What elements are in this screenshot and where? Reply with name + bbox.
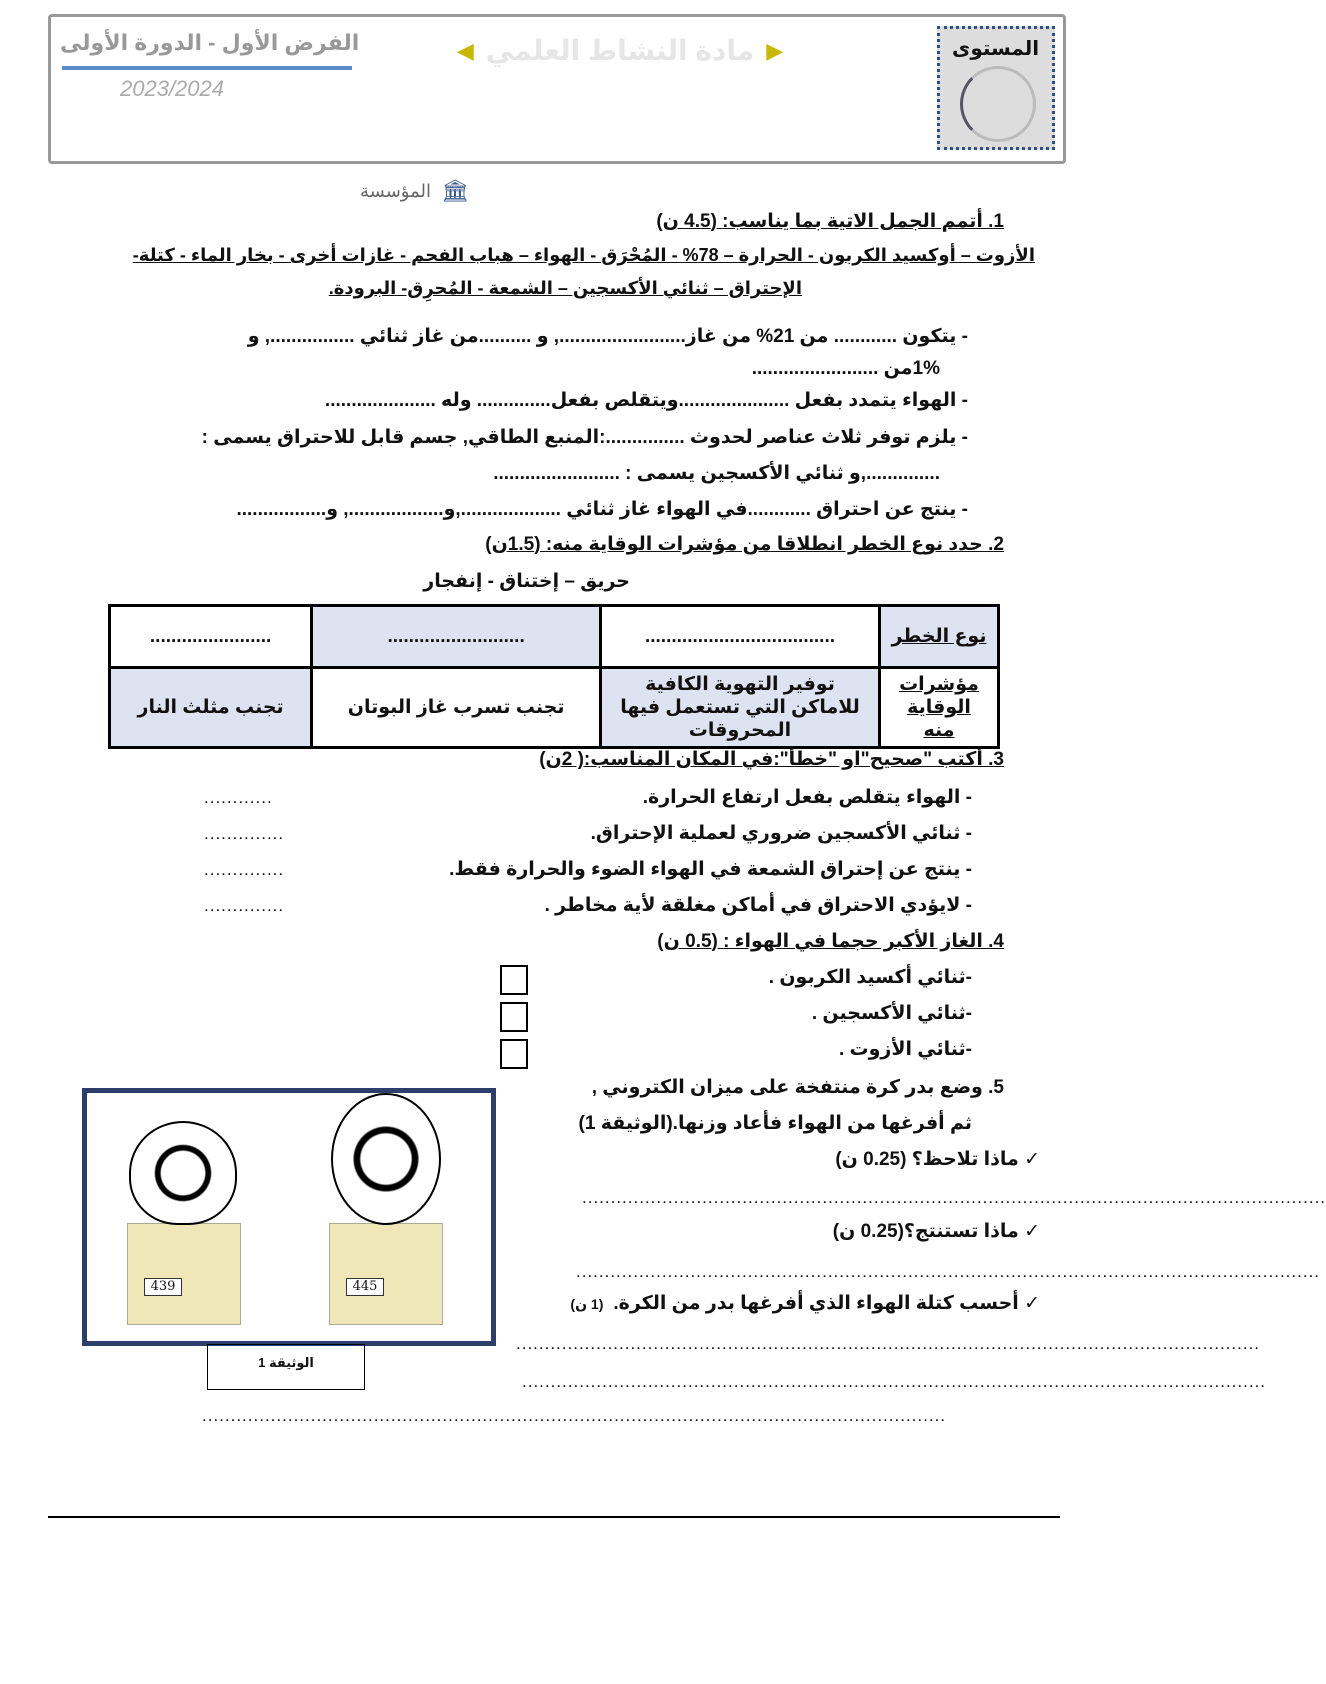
document-caption-box [207, 1344, 365, 1390]
q1-sentence-1: - يتكون ............ من 21% من غاز........................, و ..........من غاز ثنائي ................, و [247, 326, 968, 347]
q3-item: - ينتج عن إحتراق الشمعة في الهواء الضوء والحرارة فقط. [449, 859, 972, 880]
scale-display: 445 [346, 1278, 384, 1296]
cell[interactable]: .................................... [601, 606, 880, 668]
q3-row [204, 894, 972, 917]
q1-sentence-3b: ..............,و ثنائي الأكسجين يسمى : ........................ [493, 463, 940, 484]
q5-question-a: ✓ ماذا تلاحظ؟ (0.25 ن) [835, 1149, 1040, 1170]
answer-line[interactable]: .................................................................................................................................. [516, 1334, 1261, 1353]
school-building-icon: 🏛 [440, 178, 469, 203]
document-caption: الوثيقة 1 [258, 1355, 314, 1370]
inflated-ball-icon [331, 1093, 441, 1225]
q5-question-c: ✓ أحسب كتلة الهواء الذي أفرغها بدر من الكرة. [613, 1293, 1040, 1314]
q4-title: 4. الغاز الأكبر حجما في الهواء : (0.5 ن) [657, 931, 1004, 952]
q1-word-bank-1: الأزوت – أوكسيد الكربون - الحرارة – 78% - المُحْرَق - الهواء – هباب الفحم - غازات أخرى - بخار الماء - كتلة- [132, 245, 1035, 265]
subject-banner [420, 34, 820, 67]
q3-item: - الهواء يتقلص بفعل ارتفاع الحرارة. [642, 787, 972, 808]
cell[interactable]: .......................... [312, 606, 601, 668]
scale-empty [127, 1223, 241, 1325]
cell: تجنب مثلث النار [110, 668, 312, 748]
q4-option: -ثنائي الأزوت . [838, 1039, 972, 1060]
q2-options: حريق – إختناق - إنفجار [423, 571, 630, 592]
q3-row [204, 786, 972, 809]
q1-title: 1. أتمم الجمل الاتية بما يناسب: (4.5 ن) [656, 211, 1004, 232]
exam-title: الفرض الأول - الدورة الأولى [60, 30, 360, 55]
checkbox[interactable] [500, 965, 528, 995]
scale-display: 439 [144, 1278, 182, 1296]
q1-word-bank-2: الإحتراق – ثنائي الأكسجين – الشمعة - المُحرِق- البرودة. [328, 278, 802, 298]
checkbox[interactable] [500, 1002, 528, 1032]
level-circle [960, 66, 1036, 142]
q2-title: 2. حدد نوع الخطر انطلاقا من مؤشرات الوقاية منه: (1.5ن) [485, 534, 1004, 555]
footer-rule [48, 1516, 1060, 1518]
q1-sentence-3: - يلزم توفر ثلاث عناصر لحدوث ...............:المنبع الطاقي, جسم قابل للاحتراق يسمى : [201, 427, 968, 448]
q4-option: -ثنائي الأكسجين . [811, 1003, 972, 1024]
q3-answer[interactable]: .............. [204, 824, 285, 843]
row-header: نوع الخطر [880, 606, 999, 668]
q3-row [204, 822, 972, 845]
scale-full [329, 1223, 443, 1325]
q1-sentence-2: - الهواء يتمدد بفعل .....................ويتقلص بفعل.............. وله ..................... [324, 390, 968, 411]
answer-line[interactable]: .................................................................................................................................. [582, 1188, 1326, 1207]
q3-item: - ثنائي الأكسجين ضروري لعملية الإحتراق. [590, 823, 972, 844]
q5-points: (1 ن) [570, 1296, 604, 1312]
q4-option: -ثنائي أكسيد الكربون . [768, 967, 972, 988]
cell[interactable]: ....................... [110, 606, 312, 668]
document-1-figure [82, 1088, 496, 1346]
q3-item: - لايؤدي الاحتراق في أماكن مغلقة لأية مخاطر . [544, 895, 972, 916]
school-row [360, 178, 469, 204]
q3-answer[interactable]: .............. [204, 896, 285, 915]
q3-answer[interactable]: .............. [204, 860, 285, 879]
q1-sentence-1b: 1%من ........................ [751, 358, 940, 379]
subject-title: مادة النشاط العلمي [485, 35, 755, 66]
school-label: المؤسسة [360, 180, 431, 201]
q1-sentence-4: - ينتج عن احتراق ............في الهواء غاز ثنائي ...................,و.................., و................. [236, 499, 968, 520]
arrow-left-icon: ◀ [456, 37, 474, 63]
q5-question-c-row [570, 1292, 1040, 1315]
q3-row [204, 858, 972, 881]
answer-line[interactable]: .................................................................................................................................. [202, 1406, 947, 1425]
q5-line-2: ثم أفرغها من الهواء فأعاد وزنها.(الوثيقة 1) [578, 1113, 972, 1134]
cell: توفير التهوية الكافية للاماكن التي تستعمل فيها المحروقات [601, 668, 880, 748]
level-label: المستوى [952, 38, 1040, 60]
q3-answer[interactable]: ............ [204, 788, 273, 807]
checkbox[interactable] [500, 1039, 528, 1069]
title-underline [62, 66, 352, 70]
deflated-ball-icon [129, 1121, 237, 1225]
arrow-right-icon: ▶ [766, 37, 784, 63]
answer-line[interactable]: .................................................................................................................................. [522, 1372, 1267, 1391]
q3-title: 3. أكتب "صحيح"او "خطأ":في المكان المناسب:( 2ن) [539, 749, 1004, 770]
school-year: 2023/2024 [120, 76, 224, 101]
answer-line[interactable]: .................................................................................................................................. [576, 1262, 1321, 1281]
row-header: مؤشرات الوقاية منه [880, 668, 999, 748]
cell: تجنب تسرب غاز البوتان [312, 668, 601, 748]
q5-line-1: 5. وضع بدر كرة منتفخة على ميزان الكتروني , [591, 1077, 1004, 1098]
risk-table [108, 604, 1000, 749]
q5-question-b: ✓ ماذا تستنتج؟(0.25 ن) [832, 1221, 1040, 1242]
